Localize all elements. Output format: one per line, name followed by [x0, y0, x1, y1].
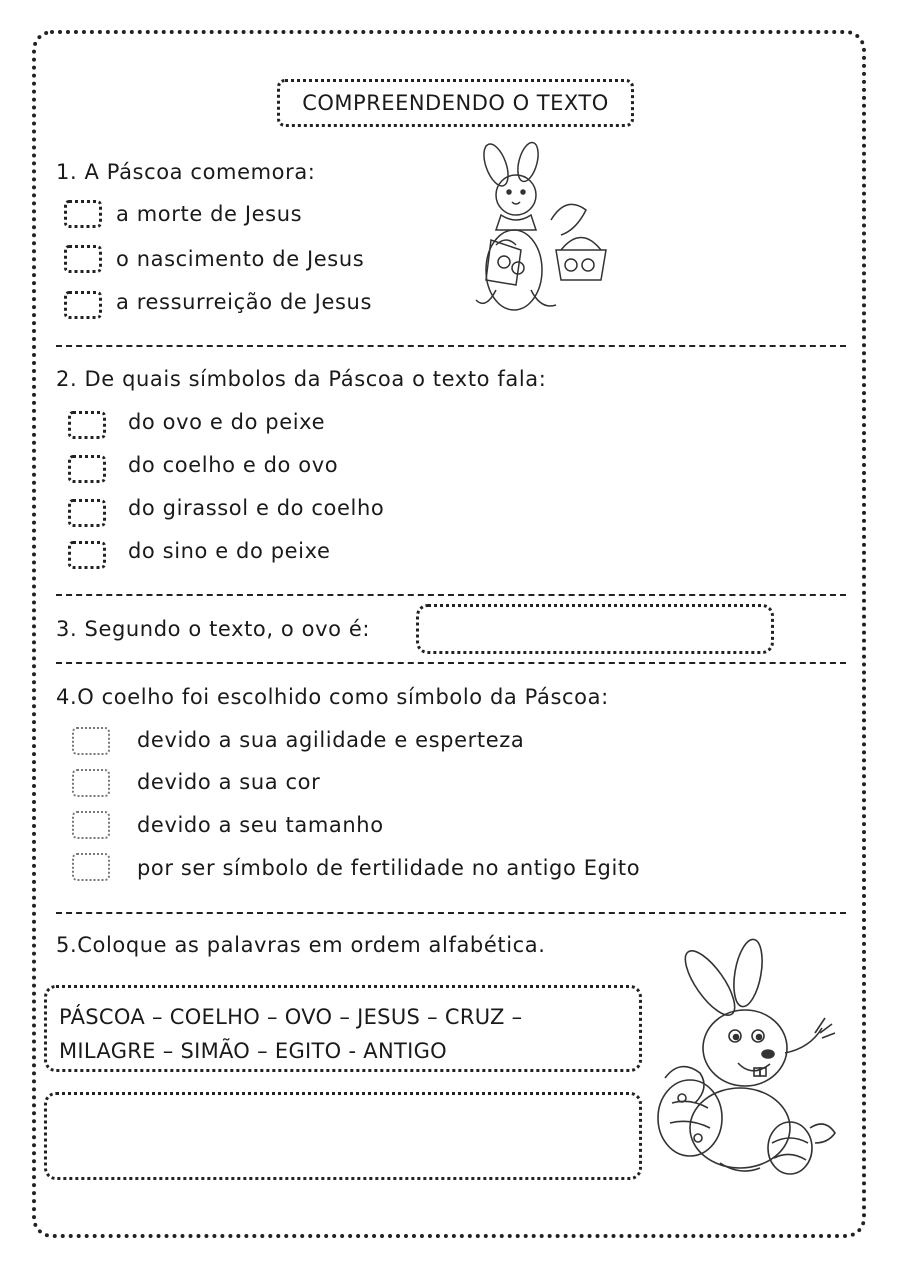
question-2: 2. De quais símbolos da Páscoa o texto fala: [56, 367, 547, 391]
q4-option-2: devido a sua cor [137, 770, 321, 794]
bunny-with-egg-illustration [650, 938, 850, 1178]
q1-checkbox-2[interactable] [64, 245, 102, 273]
q2-checkbox-3[interactable] [68, 499, 106, 527]
q2-option-1: do ovo e do peixe [128, 410, 326, 434]
q4-option-1: devido a sua agilidade e esperteza [137, 728, 525, 752]
q1-option-2: o nascimento de Jesus [116, 247, 365, 271]
q2-option-2: do coelho e do ovo [128, 453, 339, 477]
q4-checkbox-3[interactable] [72, 811, 110, 839]
q4-checkbox-4[interactable] [72, 853, 110, 881]
q4-checkbox-1[interactable] [72, 727, 110, 755]
divider-3 [56, 662, 846, 664]
q1-option-3: a ressurreição de Jesus [116, 290, 372, 314]
q2-option-3: do girassol e do coelho [128, 496, 385, 520]
q1-checkbox-3[interactable] [64, 291, 102, 319]
q1-checkbox-1[interactable] [64, 200, 102, 228]
words-line-1: PÁSCOA – COELHO – OVO – JESUS – CRUZ – [59, 1005, 523, 1029]
q4-checkbox-2[interactable] [72, 769, 110, 797]
q3-answer-box[interactable] [416, 604, 774, 654]
words-box [44, 985, 642, 1072]
divider-4 [56, 912, 846, 914]
q4-option-3: devido a seu tamanho [137, 813, 384, 837]
q5-answer-box[interactable] [44, 1092, 642, 1180]
q2-option-4: do sino e do peixe [128, 539, 331, 563]
divider-1 [56, 345, 846, 347]
q1-option-1: a morte de Jesus [116, 202, 303, 226]
question-4: 4.O coelho foi escolhido como símbolo da Páscoa: [56, 685, 609, 709]
question-1: 1. A Páscoa comemora: [56, 160, 316, 184]
q2-checkbox-4[interactable] [68, 541, 106, 569]
bunny-with-baskets-illustration [466, 140, 616, 325]
divider-2 [56, 594, 846, 596]
question-5: 5.Coloque as palavras em ordem alfabética. [56, 933, 546, 957]
page-title: COMPREENDENDO O TEXTO [277, 79, 634, 127]
words-line-2: MILAGRE – SIMÃO – EGITO - ANTIGO [59, 1039, 448, 1063]
q2-checkbox-1[interactable] [68, 411, 106, 439]
q4-option-4: por ser símbolo de fertilidade no antigo Egito [137, 856, 641, 880]
q2-checkbox-2[interactable] [68, 455, 106, 483]
question-3: 3. Segundo o texto, o ovo é: [56, 617, 371, 641]
